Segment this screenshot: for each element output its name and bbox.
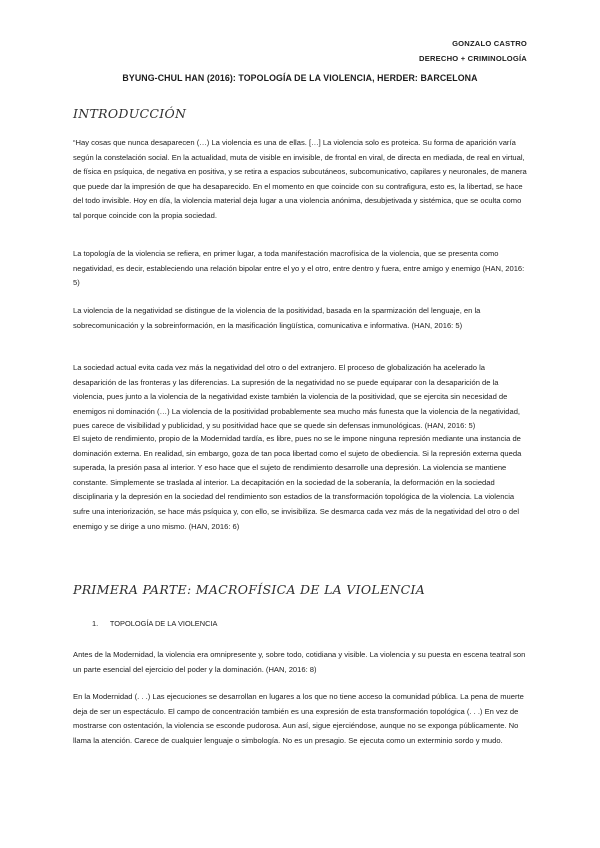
paragraph-2: La topología de la violencia se refiera, en primer lugar, a toda manifestación macrofísica de la violencia, que se presenta como negatividad, es decir, estableciendo una relación bipolar entre el yo y el otro, entre dentro y fuera, entre amigo y enemigo (HAN, 2016: 5) [73, 249, 525, 288]
numbered-list-item [92, 619, 217, 628]
section-heading-part-one: PRIMERA PARTE: MACROFÍSICA DE LA VIOLENCIA [73, 582, 426, 597]
section-heading-introduction: INTRODUCCIÓN [73, 106, 187, 121]
document-title: BYUNG-CHUL HAN (2016): TOPOLOGÍA DE LA VIOLENCIA, HERDER: BARCELONA [122, 73, 478, 83]
paragraph-6: Antes de la Modernidad, la violencia era omnipresente y, sobre todo, cotidiana y visible. La violencia y su puesta en escena teatral son un parte esencial del ejercicio del poder y la dominación. (HAN, 2016: 8) [73, 650, 526, 674]
list-item-number: 1. [92, 619, 99, 628]
course-name: DERECHO + CRIMINOLOGÍA [419, 54, 527, 63]
paragraph-3: La violencia de la negatividad se distingue de la violencia de la positividad, basada en la sparmización del lenguaje, en la sobrecomunicación y la sobreinformación, en la masificación lingüística, comunicativa e informativa. (HAN, 2016: 5) [73, 306, 481, 330]
paragraph-4: La sociedad actual evita cada vez más la negatividad del otro o del extranjero. El proceso de globalización ha acelerado la desaparición de las fronteras y las diferencias. La supresión de la negatividad no se puede equiparar con la desaparición de la violencia, pues junto a la violencia de la negatividad existe también la violencia de la positividad, que se ejercita sin necesidad de enemigos ni dominación (…) La violencia de la positividad probablemente sea mucho más funesta que la violencia de la negatividad, pues carece de visibilidad y publicidad, y su positividad hace que se quede sin defensas inmunológicas. (HAN, 2016: 5) [73, 363, 521, 431]
list-item-label: TOPOLOGÍA DE LA VIOLENCIA [109, 619, 218, 628]
author-name: GONZALO CASTRO [452, 39, 527, 48]
author-block [419, 36, 527, 66]
paragraph-5: El sujeto de rendimiento, propio de la Modernidad tardía, es libre, pues no se le impone ninguna represión mediante una instancia de dominación externa. En realidad, sin embargo, goza de tan poca libertad como el sujeto de obediencia. Si la represión externa queda superada, la presión pasa al interior. Y eso hace que el sujeto de rendimiento desarrolle una depresión. La violencia se mantiene constante. Simplemente se traslada al interior. La decapitación en la sociedad de la soberanía, la deformación en la sociedad disciplinaria y la depresión en la sociedad del rendimiento son estadios de la transformación topológica de la violencia. La violencia sufre una interiorización, se hace más psíquica y, con ello, se invisibiliza. Se desmarca cada vez más de la negatividad del otro o del enemigo y se dirige a uno mismo. (HAN, 2016: 6) [73, 434, 522, 531]
paragraph-7: En la Modernidad (. . .) Las ejecuciones se desarrollan en lugares a los que no tiene acceso la comunidad pública. La pena de muerte deja de ser un espectáculo. El campo de concentración también es una expresión de esta transformación topológica (. . .) En vez de mostrarse con ostentación, la violencia se esconde pudorosa. Aun así, sigue ejerciéndose, aunque no se exponga públicamente. No llama la atención. Carece de cualquier lenguaje o simbología. No es un presagio. Se ejecuta como un exterminio sordo y mudo. [73, 692, 524, 745]
paragraph-1: “Hay cosas que nunca desaparecen (…) La violencia es una de ellas. […] La violencia solo es proteica. Su forma de aparición varía según la constelación social. En la actualidad, muta de visible en invisible, de frontal en viral, de directa en mediada, de real en virtual, de física en psíquica, de negativa en positiva, y se retira a espacios subcutáneos, subcomunicativo, capilares y neuronales, de manera que puede dar la impresión de que ha desaparecido. En el momento en que coincide con su contrafigura, esto es, la libertad, se hace del todo invisible. Hoy en día, la violencia material deja lugar a una violencia anónima, desubjetivada y sistémica, que se oculta como tal porque coincide con la propia sociedad. [73, 138, 527, 220]
